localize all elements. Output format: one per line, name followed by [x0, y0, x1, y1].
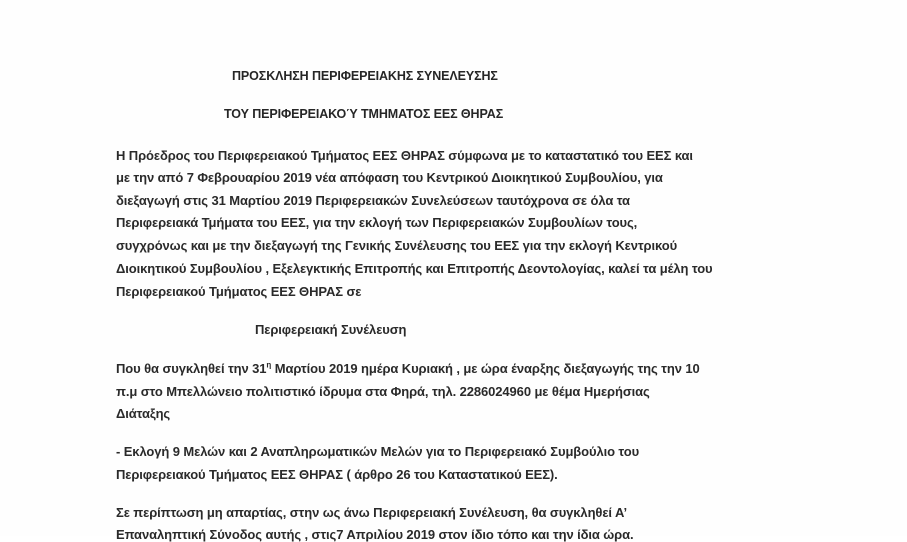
paragraph-2-line: Διάταξης — [116, 406, 171, 421]
paragraph-1-line: Διοικητικού Συμβουλίου , Εξελεγκτικής Επιτροπής και Επιτροπής Δεοντολογίας, καλεί τα μέλη του — [116, 261, 713, 276]
document-title-line-1: ΠΡΟΣΚΛΗΣΗ ΠΕΡΙΦΕΡΕΙΑΚΗΣ ΣΥΝΕΛΕΥΣΗΣ — [232, 69, 498, 83]
document-title-line-2: ΤΟΥ ΠΕΡΙΦΕΡΕΙΑΚΟΎ ΤΜΗΜΑΤΟΣ ΕΕΣ ΘΗΡΑΣ — [224, 107, 504, 121]
agenda-line: Περιφερειακού Τμήματος ΕΕΣ ΘΗΡΑΣ ( άρθρο 26 του Καταστατικού ΕΕΣ). — [116, 467, 558, 482]
paragraph-1-line: με την από 7 Φεβρουαρίου 2019 νέα απόφαση του Κεντρικού Διοικητικού Συμβουλίου, για — [116, 170, 663, 185]
paragraph-1-line: Περιφερειακά Τμήματα του ΕΕΣ, για την εκλογή των Περιφερειακών Συμβουλίων τους, — [116, 215, 638, 230]
paragraph-1-line: διεξαγωγή στις 31 Μαρτίου 2019 Περιφερειακών Συνελεύσεων ταυτόχρονα σε όλα τα — [116, 193, 630, 208]
paragraph-3-line: Σε περίπτωση μη απαρτίας, στην ως άνω Περιφερειακή Συνέλευση, θα συγκληθεί Α’ — [116, 505, 628, 520]
agenda-line: - Εκλογή 9 Μελών και 2 Αναπληρωματικών Μελών για το Περιφερειακό Συμβούλιο του — [116, 444, 640, 459]
paragraph-1-line: συγχρόνως και με την διεξαγωγή της Γενικής Συνέλευσης του ΕΕΣ για την εκλογή Κεντρικού — [116, 238, 678, 253]
ordinal-superscript: η — [266, 360, 272, 370]
paragraph-1-line: Περιφερειακού Τμήματος ΕΕΣ ΘΗΡΑΣ σε — [116, 284, 362, 299]
meeting-time-text: Μαρτίου 2019 ημέρα Κυριακή , με ώρα έναρξης διεξαγωγής της την 10 — [271, 361, 700, 376]
paragraph-1-line: Η Πρόεδρος του Περιφερειακού Τμήματος ΕΕΣ ΘΗΡΑΣ σύμφωνα με το καταστατικό του ΕΕΣ και — [116, 148, 693, 163]
paragraph-2-line — [116, 361, 700, 376]
subheading: Περιφερειακή Συνέλευση — [255, 322, 407, 337]
meeting-date-text: Που θα συγκληθεί την 31 — [116, 361, 267, 376]
paragraph-2-line: π.μ στο Μπελλώνειο πολιτιστικό ίδρυμα στα Φηρά, τηλ. 2286024960 με θέμα Ημερήσιας — [116, 384, 650, 399]
paragraph-3-line: Επαναληπτική Σύνοδος αυτής , στις7 Απριλίου 2019 στον ίδιο τόπο και την ίδια ώρα. — [116, 527, 634, 542]
